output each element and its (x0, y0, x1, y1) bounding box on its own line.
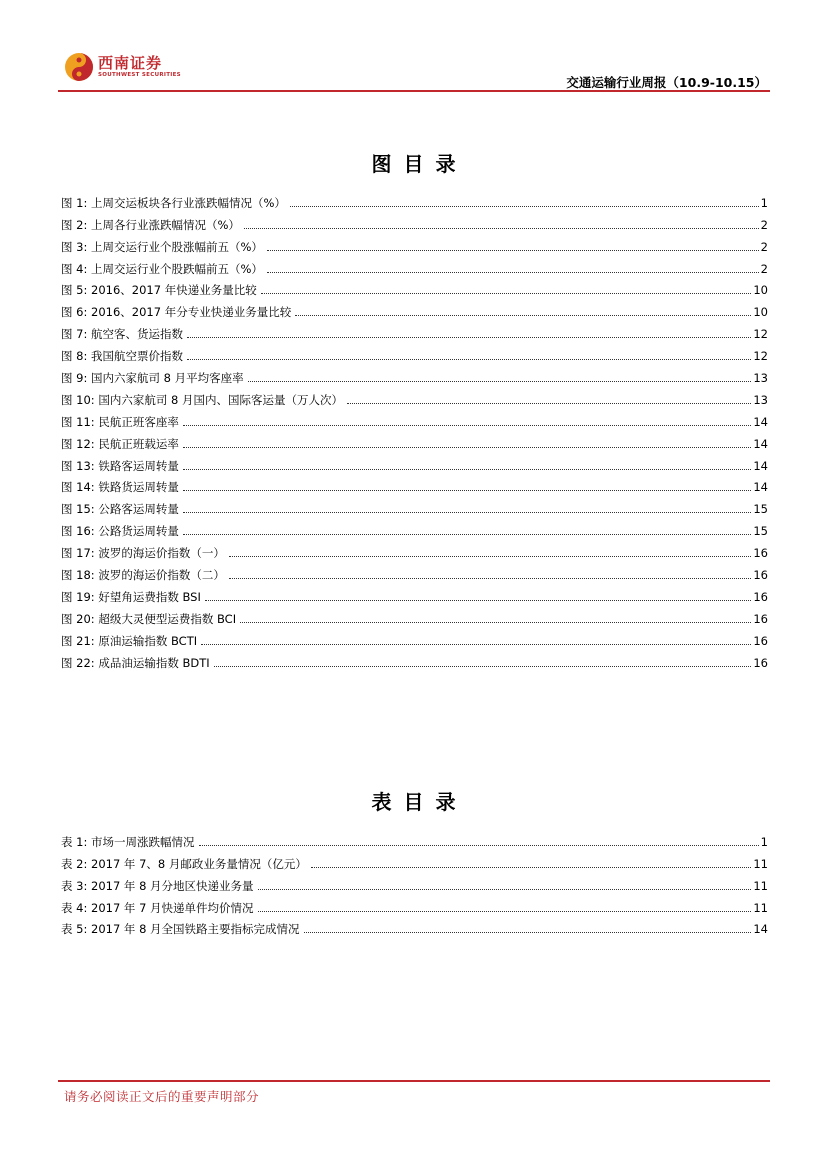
figure-toc-entry[interactable] (61, 560, 768, 582)
toc-dot-leader (258, 910, 752, 912)
toc-entry-label: 图 16: 公路货运周转量 (61, 524, 179, 539)
toc-entry-page-number: 15 (753, 502, 768, 517)
figure-toc-entry[interactable] (61, 494, 768, 516)
figure-toc-entry[interactable] (61, 297, 768, 319)
toc-dot-leader (267, 271, 759, 273)
toc-entry-label: 图 10: 国内六家航司 8 月国内、国际客运量（万人次） (61, 392, 343, 407)
toc-entry-label: 图 14: 铁路货运周转量 (61, 480, 179, 495)
toc-dot-leader (229, 577, 752, 579)
toc-entry-label: 图 2: 上周各行业涨跌幅情况（%） (61, 217, 240, 232)
tables-toc-list (61, 827, 768, 936)
toc-entry-label: 图 9: 国内六家航司 8 月平均客座率 (61, 371, 244, 386)
toc-entry-label: 图 13: 铁路客运周转量 (61, 458, 179, 473)
figure-toc-entry[interactable] (61, 538, 768, 560)
toc-entry-label: 图 11: 民航正班客座率 (61, 414, 179, 429)
toc-dot-leader (214, 665, 752, 667)
toc-entry-page-number: 10 (753, 283, 768, 298)
toc-entry-page-number: 16 (753, 546, 768, 561)
toc-entry-page-number: 2 (760, 239, 768, 254)
toc-entry-page-number: 16 (753, 655, 768, 670)
figure-toc-entry[interactable] (61, 582, 768, 604)
figure-toc-entry[interactable] (61, 604, 768, 626)
toc-entry-label: 图 4: 上周交运行业个股跌幅前五（%） (61, 261, 263, 276)
report-title: 交通运输行业周报（10.9-10.15） (566, 75, 767, 90)
toc-entry-label: 图 15: 公路客运周转量 (61, 502, 179, 517)
figure-toc-entry[interactable] (61, 276, 768, 298)
toc-dot-leader (248, 380, 752, 382)
toc-dot-leader (187, 358, 751, 360)
toc-entry-label: 图 20: 超级大灵便型运费指数 BCI (61, 611, 237, 626)
toc-dot-leader (183, 446, 752, 448)
toc-entry-page-number: 14 (753, 414, 768, 429)
toc-entry-label: 表 5: 2017 年 8 月全国铁路主要指标完成情况 (61, 922, 300, 937)
footer-notice: 请务必阅读正文后的重要声明部分 (64, 1089, 260, 1104)
toc-entry-page-number: 11 (753, 856, 768, 871)
company-logo (64, 50, 181, 84)
header-divider (58, 90, 770, 92)
toc-entry-page-number: 11 (753, 900, 768, 915)
toc-dot-leader (261, 292, 752, 294)
toc-entry-label: 图 19: 好望角运费指数 BSI (61, 589, 201, 604)
toc-dot-leader (258, 888, 752, 890)
toc-entry-label: 表 2: 2017 年 7、8 月邮政业务量情况（亿元） (61, 856, 307, 871)
toc-dot-leader (290, 205, 759, 207)
toc-dot-leader (201, 643, 751, 645)
toc-entry-page-number: 16 (753, 589, 768, 604)
toc-dot-leader (183, 468, 752, 470)
toc-entry-page-number: 11 (753, 878, 768, 893)
toc-dot-leader (183, 533, 752, 535)
toc-dot-leader (187, 336, 751, 338)
toc-entry-label: 图 1: 上周交运板块各行业涨跌幅情况（%） (61, 195, 286, 210)
toc-dot-leader (183, 489, 752, 491)
figure-toc-entry[interactable] (61, 407, 768, 429)
toc-dot-leader (199, 844, 759, 846)
toc-entry-page-number: 13 (753, 392, 768, 407)
toc-entry-label: 图 12: 民航正班载运率 (61, 436, 179, 451)
toc-entry-label: 图 8: 我国航空票价指数 (61, 349, 184, 364)
toc-entry-page-number: 12 (753, 327, 768, 342)
figures-toc-list (61, 188, 768, 670)
toc-entry-page-number: 10 (753, 305, 768, 320)
table-toc-entry[interactable] (61, 915, 768, 937)
figure-toc-entry[interactable] (61, 341, 768, 363)
toc-dot-leader (183, 511, 752, 513)
toc-entry-page-number: 14 (753, 922, 768, 937)
toc-dot-leader (304, 931, 752, 933)
figure-toc-entry[interactable] (61, 451, 768, 473)
toc-dot-leader (205, 599, 752, 601)
toc-entry-page-number: 1 (760, 195, 768, 210)
figure-toc-entry[interactable] (61, 648, 768, 670)
table-toc-entry[interactable] (61, 871, 768, 893)
toc-dot-leader (295, 314, 751, 316)
toc-entry-label: 图 18: 波罗的海运价指数（二） (61, 568, 225, 583)
figure-toc-entry[interactable] (61, 319, 768, 341)
toc-entry-label: 图 3: 上周交运行业个股涨幅前五（%） (61, 239, 263, 254)
figure-toc-entry[interactable] (61, 210, 768, 232)
toc-dot-leader (311, 866, 751, 868)
logo-chinese-name: 西南证券 (98, 54, 163, 72)
toc-entry-page-number: 12 (753, 349, 768, 364)
toc-dot-leader (183, 424, 752, 426)
tables-toc-title: 表目录 (371, 790, 468, 814)
toc-dot-leader (229, 555, 752, 557)
logo-english-name: SOUTHWEST SECURITIES (98, 72, 181, 78)
toc-entry-label: 图 21: 原油运输指数 BCTI (61, 633, 198, 648)
toc-entry-label: 图 22: 成品油运输指数 BDTI (61, 655, 210, 670)
toc-entry-page-number: 16 (753, 568, 768, 583)
southwest-securities-logo-icon (64, 52, 94, 82)
toc-dot-leader (240, 621, 751, 623)
figure-toc-entry[interactable] (61, 188, 768, 210)
toc-entry-page-number: 16 (753, 611, 768, 626)
table-toc-entry[interactable] (61, 893, 768, 915)
toc-entry-label: 图 17: 波罗的海运价指数（一） (61, 546, 225, 561)
toc-entry-label: 表 3: 2017 年 8 月分地区快递业务量 (61, 878, 254, 893)
toc-entry-label: 图 7: 航空客、货运指数 (61, 327, 184, 342)
toc-entry-label: 表 4: 2017 年 7 月快递单件均价情况 (61, 900, 254, 915)
figures-toc-title: 图目录 (371, 152, 468, 176)
toc-entry-label: 表 1: 市场一周涨跌幅情况 (61, 834, 195, 849)
toc-dot-leader (267, 249, 759, 251)
toc-dot-leader (347, 402, 751, 404)
toc-entry-page-number: 14 (753, 480, 768, 495)
toc-entry-page-number: 13 (753, 371, 768, 386)
toc-entry-page-number: 14 (753, 458, 768, 473)
figure-toc-entry[interactable] (61, 429, 768, 451)
toc-entry-label: 图 5: 2016、2017 年快递业务量比较 (61, 283, 257, 298)
figure-toc-entry[interactable] (61, 516, 768, 538)
toc-entry-page-number: 15 (753, 524, 768, 539)
figure-toc-entry[interactable] (61, 363, 768, 385)
toc-entry-page-number: 14 (753, 436, 768, 451)
figure-toc-entry[interactable] (61, 626, 768, 648)
toc-entry-page-number: 2 (760, 261, 768, 276)
toc-entry-page-number: 16 (753, 633, 768, 648)
toc-entry-label: 图 6: 2016、2017 年分专业快递业务量比较 (61, 305, 292, 320)
table-toc-entry[interactable] (61, 827, 768, 849)
toc-entry-page-number: 2 (760, 217, 768, 232)
table-toc-entry[interactable] (61, 849, 768, 871)
figure-toc-entry[interactable] (61, 385, 768, 407)
figure-toc-entry[interactable] (61, 254, 768, 276)
figure-toc-entry[interactable] (61, 473, 768, 495)
footer-divider (58, 1080, 770, 1082)
toc-dot-leader (244, 227, 759, 229)
figure-toc-entry[interactable] (61, 232, 768, 254)
toc-entry-page-number: 1 (760, 834, 768, 849)
